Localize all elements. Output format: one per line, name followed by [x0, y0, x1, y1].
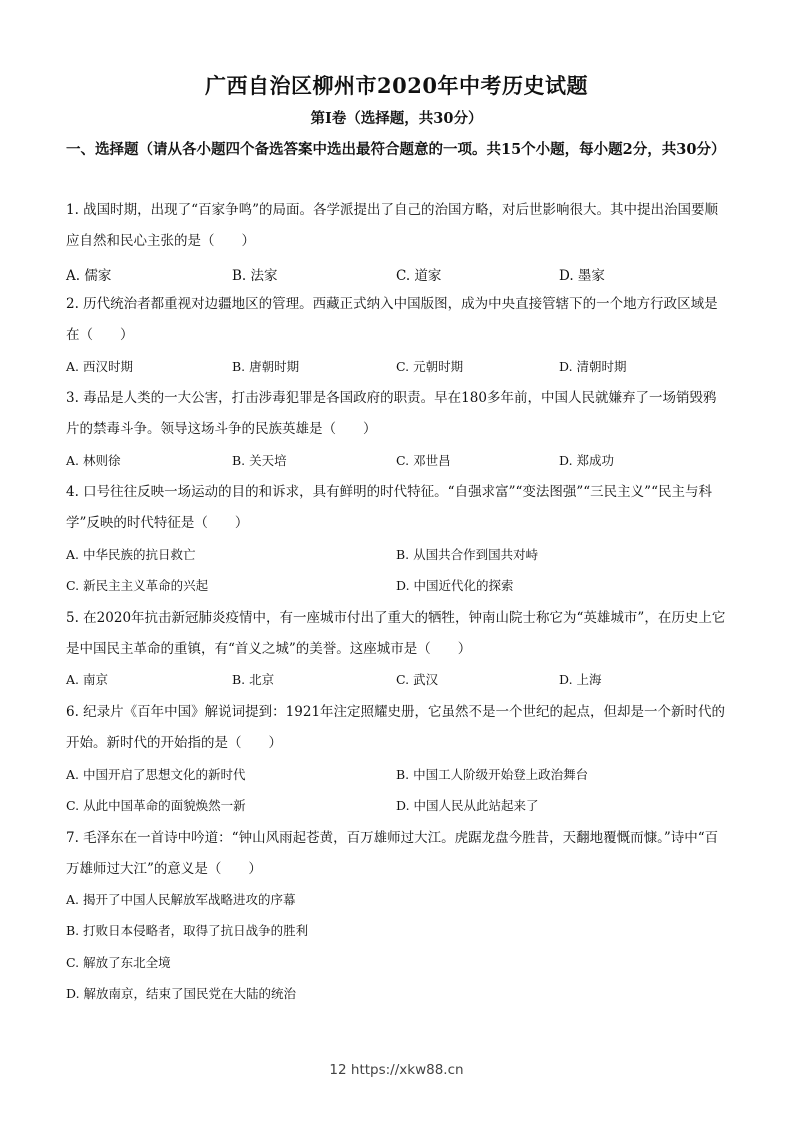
question-5-options	[66, 670, 728, 692]
page-title: 广西自治区柳州市2020年中考历史试题	[205, 73, 588, 98]
option-c: C. 新民主主义革命的兴起	[66, 578, 209, 593]
question-3-stem: 3. 毒品是人类的一大公害，打击涉毒犯罪是各国政府的职责。早在180多年前，中国人民就嫌弃了一场销毁鸦片的禁毒斗争。领导这场斗争的民族英雄是（ ）	[66, 390, 717, 437]
option-b: B. 法家	[232, 268, 278, 284]
question-7-option-c-row	[66, 953, 728, 975]
option-a: A. 揭开了中国人民解放军战略进攻的序幕	[66, 892, 296, 907]
option-c: C. 武汉	[396, 672, 439, 687]
option-a: A. 儒家	[66, 268, 112, 284]
question-2-options	[66, 357, 728, 379]
page-footer: 12 https://xkw88.cn	[329, 1062, 464, 1078]
question-6-stem: 6. 纪录片《百年中国》解说词提到：1921年注定照耀史册，它虽然不是一个世纪的起点，但却是一个新时代的开始。新时代的开始指的是（ ）	[66, 704, 726, 751]
question-7-option-b-row	[66, 921, 728, 943]
option-d: D. 中国近代化的探索	[396, 578, 514, 593]
option-b: B. 北京	[232, 672, 275, 687]
question-4-stem: 4. 口号往往反映一场运动的目的和诉求，具有鲜明的时代特征。“自强求富”“变法图强”“三民主义”“民主与科学”反映的时代特征是（ ）	[66, 484, 712, 531]
option-a: A. 中华民族的抗日救亡	[66, 547, 196, 562]
option-d: D. 墨家	[559, 268, 605, 284]
option-b: B. 打败日本侵略者，取得了抗日战争的胜利	[66, 923, 309, 938]
page-subtitle: 第Ⅰ卷（选择题，共30分）	[310, 110, 483, 127]
option-c: C. 从此中国革命的面貌焕然一新	[66, 798, 246, 813]
question-2-stem: 2. 历代统治者都重视对边疆地区的管理。西藏正式纳入中国版图，成为中央直接管辖下的一个地方行政区域是在（ ）	[66, 296, 718, 343]
section-heading: 一、选择题（请从各小题四个备选答案中选出最符合题意的一项。共15个小题，每小题2分，共30分）	[66, 141, 726, 158]
option-b: B. 关天培	[232, 453, 287, 468]
option-c: C. 邓世昌	[396, 453, 451, 468]
question-4-options-row1	[66, 545, 728, 567]
option-c: C. 道家	[396, 268, 442, 284]
option-c: C. 解放了东北全境	[66, 955, 171, 970]
option-d: D. 清朝时期	[559, 359, 627, 374]
option-b: B. 中国工人阶级开始登上政治舞台	[396, 767, 589, 782]
question-1-stem: 1. 战国时期，出现了“百家争鸣”的局面。各学派提出了自己的治国方略，对后世影响很大。其中提出治国要顺应自然和民心主张的是（ ）	[66, 202, 718, 249]
option-d: D. 中国人民从此站起来了	[396, 798, 539, 813]
option-b: B. 从国共合作到国共对峙	[396, 547, 539, 562]
option-d: D. 郑成功	[559, 453, 615, 468]
question-5-stem: 5. 在2020年抗击新冠肺炎疫情中，有一座城市付出了重大的牺牲，钟南山院士称它为“英雄城市”，在历史上它是中国民主革命的重镇，有“首义之城”的美誉。这座城市是（ ）	[66, 610, 726, 657]
question-6-options-row2	[66, 796, 728, 818]
option-a: A. 南京	[66, 672, 108, 687]
option-a: A. 西汉时期	[66, 359, 133, 374]
question-7-stem: 7. 毛泽东在一首诗中吟道：“钟山风雨起苍黄，百万雄师过大江。虎踞龙盘今胜昔，天翻地覆慨而慷。”诗中“百万雄师过大江”的意义是（ ）	[66, 830, 719, 877]
question-1-options	[66, 264, 728, 286]
question-7-option-d-row	[66, 984, 728, 1006]
option-a: A. 中国开启了思想文化的新时代	[66, 767, 246, 782]
question-7-option-a-row	[66, 890, 728, 912]
question-4-options-row2	[66, 576, 728, 598]
question-6-options-row1	[66, 765, 728, 787]
option-d: D. 上海	[559, 672, 602, 687]
question-3-options	[66, 451, 728, 473]
option-d: D. 解放南京，结束了国民党在大陆的统治	[66, 986, 297, 1001]
option-b: B. 唐朝时期	[232, 359, 300, 374]
option-a: A. 林则徐	[66, 453, 121, 468]
option-c: C. 元朝时期	[396, 359, 464, 374]
